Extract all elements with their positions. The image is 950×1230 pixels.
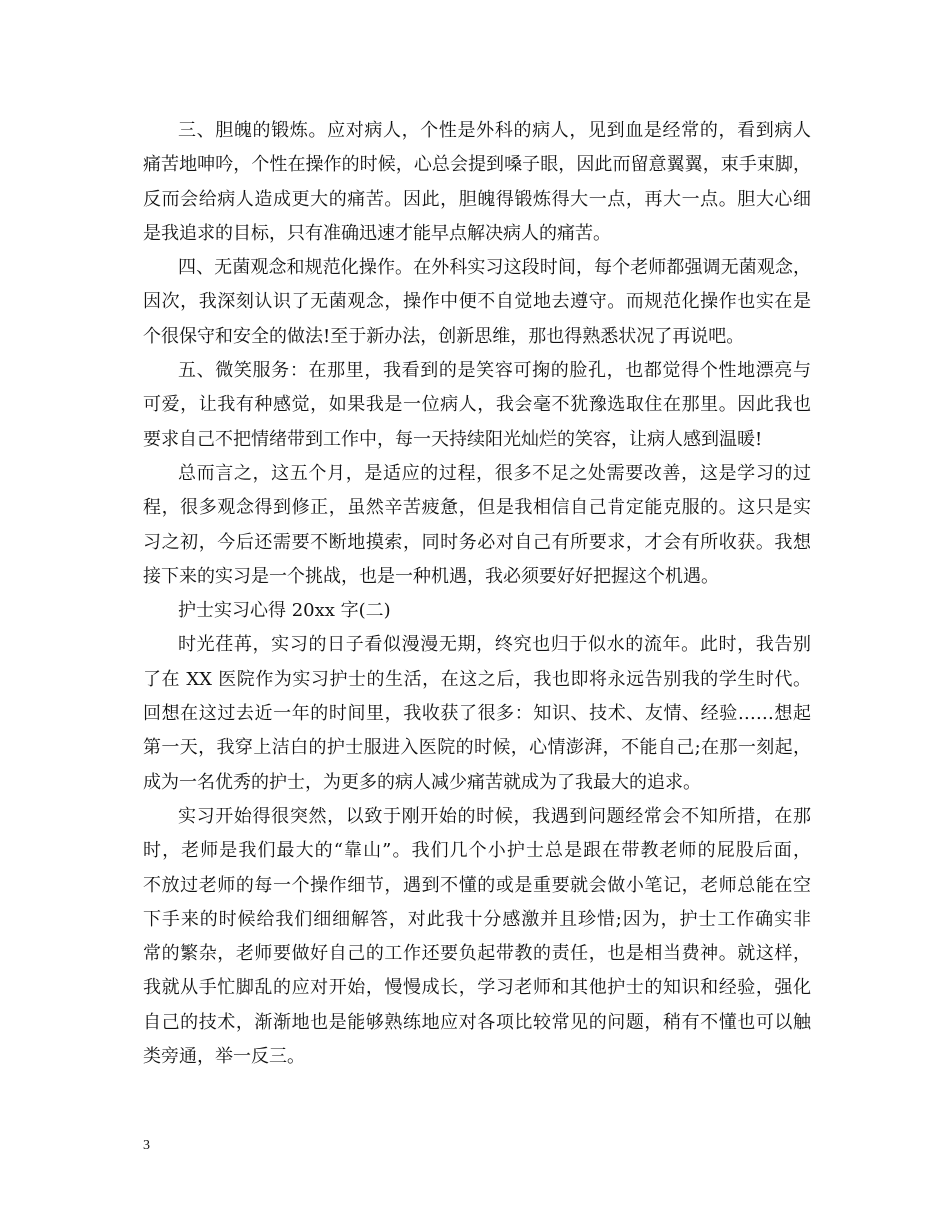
- text-line: 三、胆魄的锻炼。应对病人，个性是外科的病人，见到血是经常的，看到病人: [178, 120, 811, 141]
- text-line: 不放过老师的每一个操作细节，遇到不懂的或是重要就会做小笔记，老师总能在空: [143, 874, 811, 896]
- page-number: 3: [143, 1138, 150, 1153]
- text-line: 我就从手忙脚乱的应对开始，慢慢成长，学习老师和其他护士的知识和经验，强化: [143, 977, 811, 999]
- text-line: 要求自己不把情绪带到工作中，每一天持续阳光灿烂的笑容，让病人感到温暖!: [143, 428, 763, 450]
- text-line: 程，很多观念得到修正，虽然辛苦疲惫，但是我相信自己肯定能克服的。这只是实: [143, 497, 811, 519]
- text-line: 四、无菌观念和规范化操作。在外科实习这段时间，每个老师都强调无菌观念，: [178, 257, 811, 279]
- text-line: 接下来的实习是一个挑战，也是一种机遇，我必须要好好把握这个机遇。: [143, 565, 719, 587]
- text-line: 自己的技术，渐渐地也是能够熟练地应对各项比较常见的问题，稍有不懂也可以触: [143, 1011, 811, 1033]
- text-line: 个很保守和安全的做法!至于新办法，创新思维，那也得熟悉状况了再说吧。: [143, 325, 745, 347]
- text-line: 成为一名优秀的护士，为更多的病人减少痛苦就成为了我最大的追求。: [143, 771, 701, 793]
- text-line: 回想在这过去近一年的时间里，我收获了很多：知识、技术、友情、经验……想起: [143, 703, 811, 725]
- text-line: 因次，我深刻认识了无菌观念，操作中便不自觉地去遵守。而规范化操作也实在是: [143, 291, 811, 313]
- text-line: 实习开始得很突然，以致于刚开始的时候，我遇到问题经常会不知所措，在那: [178, 805, 811, 827]
- text-line: 了在 XX 医院作为实习护士的生活，在这之后，我也即将永远告别我的学生时代。: [143, 668, 811, 690]
- text-line: 总而言之，这五个月，是适应的过程，很多不足之处需要改善，这是学习的过: [178, 462, 811, 484]
- text-line: 常的繁杂，老师要做好自己的工作还要负起带教的责任，也是相当费神。就这样，: [143, 943, 811, 965]
- text-line: 第一天，我穿上洁白的护士服进入医院的时候，心情澎湃，不能自己;在那一刻起，: [143, 737, 811, 759]
- text-line: 下手来的时候给我们细细解答，对此我十分感激并且珍惜;因为，护士工作确实非: [143, 908, 811, 930]
- text-line: 时，老师是我们最大的“靠山”。我们几个小护士总是跟在带教老师的屁股后面，: [143, 840, 811, 862]
- text-line: 类旁通，举一反三。: [143, 1046, 305, 1068]
- body-text: [143, 114, 811, 1074]
- text-line: 五、微笑服务：在那里，我看到的是笑容可掬的脸孔，也都觉得个性地漂亮与: [178, 360, 811, 382]
- text-line: 时光荏苒，实习的日子看似漫漫无期，终究也归于似水的流年。此时，我告别: [178, 634, 811, 656]
- text-line: 是我追求的目标，只有准确迅速才能早点解决病人的痛苦。: [143, 222, 611, 244]
- text-line: 可爱，让我有种感觉，如果我是一位病人，我会毫不犹豫选取住在那里。因此我也: [143, 394, 811, 416]
- text-line: 痛苦地呻吟，个性在操作的时候，心总会提到嗓子眼，因此而留意翼翼，束手束脚，: [143, 154, 811, 176]
- text-line: 习之初，今后还需要不断地摸索，同时务必对自己有所要求，才会有所收获。我想: [143, 531, 811, 553]
- text-line: 护士实习心得 20xx 字(二): [178, 600, 391, 622]
- text-line: 反而会给病人造成更大的痛苦。因此，胆魄得锻炼得大一点，再大一点。胆大心细: [143, 188, 811, 210]
